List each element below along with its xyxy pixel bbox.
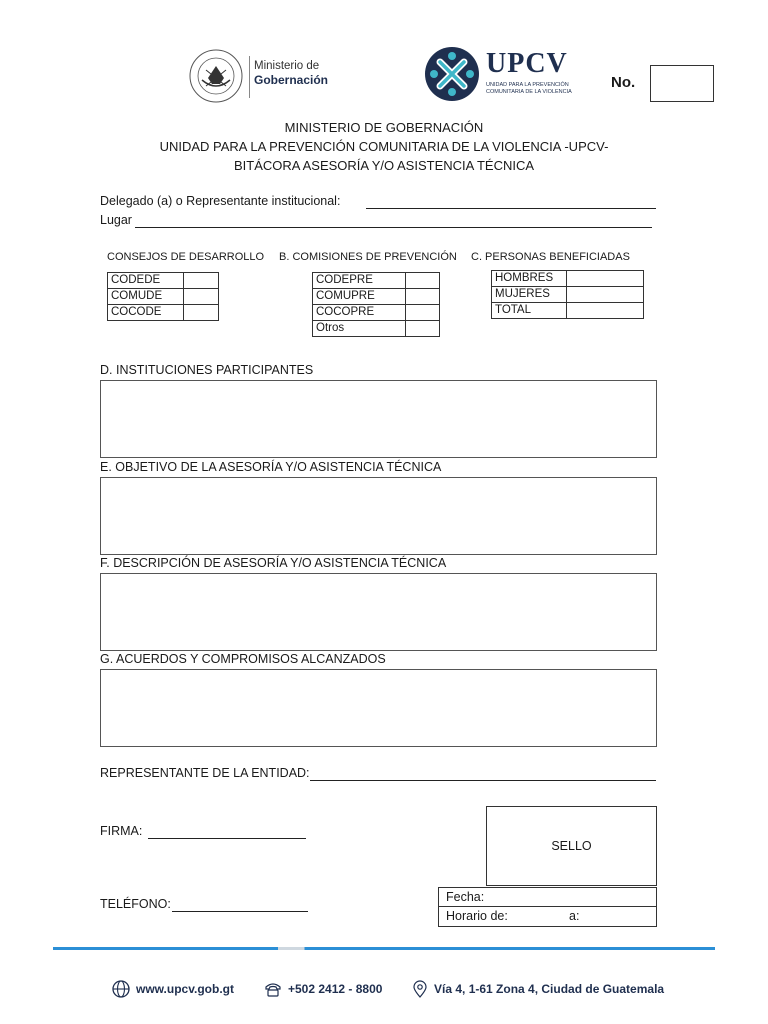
ministerio-logo [188,48,338,104]
personas-row-label: MUJERES [492,287,567,303]
ministerio-line2: Gobernación [254,73,329,87]
comisiones-title: B. COMISIONES DE PREVENCIÓN [279,251,457,263]
personas-table [491,270,644,319]
section-g-box[interactable] [100,669,657,747]
sello-box[interactable] [486,806,657,886]
fecha-box[interactable] [438,887,657,908]
lugar-label: Lugar [100,213,132,227]
fecha-label: Fecha: [446,890,485,904]
location-pin-icon [412,980,428,998]
delegado-row [100,194,656,208]
table-row [313,273,440,289]
table-row [492,303,644,319]
logo-divider [249,56,250,98]
telefono-field[interactable] [172,911,308,912]
consejos-table [107,272,219,321]
section-d-box[interactable] [100,380,657,458]
table-row [313,321,440,337]
footer-phone-text: +502 2412 - 8800 [288,982,383,996]
ministerio-line1: Ministerio de [254,60,320,72]
delegado-label: Delegado (a) o Representante institucional: [100,194,341,208]
upcv-sub1: UNIDAD PARA LA PREVENCIÓN [486,82,569,88]
comisiones-row-value[interactable] [406,273,440,289]
title-line3: BITÁCORA ASESORÍA Y/O ASISTENCIA TÉCNICA [233,158,535,173]
comisiones-row-label: COMUPRE [313,289,406,305]
personas-row-value[interactable] [567,287,644,303]
section-e-box[interactable] [100,477,657,555]
representante-field[interactable] [310,780,656,781]
table-row [108,305,219,321]
table-row [313,305,440,321]
consejos-row-label: COCODE [108,305,184,321]
table-row [492,271,644,287]
horario-a-label: a: [569,909,580,923]
lugar-field[interactable] [135,227,652,228]
personas-row-label: TOTAL [492,303,567,319]
representante-label: REPRESENTANTE DE LA ENTIDAD: [100,766,310,780]
representante-row [100,766,656,780]
consejos-title: CONSEJOS DE DESARROLLO [107,251,265,263]
upcv-name: UPCV [486,48,568,79]
firma-label: FIRMA: [100,824,143,838]
telefono-row [100,897,308,911]
firma-field[interactable] [148,838,306,839]
comisiones-row-label: Otros [313,321,406,337]
table-row [108,289,219,305]
title-line1: MINISTERIO DE GOBERNACIÓN [284,120,484,135]
telefono-label: TELÉFONO: [100,897,171,911]
lugar-row [100,213,652,227]
comisiones-row-value[interactable] [406,305,440,321]
phone-icon [264,981,282,997]
personas-row-value[interactable] [567,303,644,319]
consejos-row-label: COMUDE [108,289,184,305]
consejos-row-value[interactable] [184,289,219,305]
sello-label: SELLO [551,839,592,853]
personas-title: C. PERSONAS BENEFICIADAS [471,251,630,263]
consejos-row-label: CODEDE [108,273,184,289]
footer-address-text: Vía 4, 1-61 Zona 4, Ciudad de Guatemala [434,982,665,996]
horario-box[interactable] [438,906,657,927]
section-g-title: G. ACUERDOS Y COMPROMISOS ALCANZADOS [100,652,386,666]
delegado-field[interactable] [366,208,656,209]
globe-icon [112,980,130,998]
footer-web-text[interactable]: www.upcv.gob.gt [136,982,234,996]
no-label: No. [611,74,636,91]
upcv-emblem-icon [424,46,480,102]
section-e-title: E. OBJETIVO DE LA ASESORÍA Y/O ASISTENCIA TÉCNICA [100,460,442,474]
horario-label: Horario de: [446,909,508,923]
firma-row [100,824,306,838]
guatemala-seal-icon [188,48,244,104]
personas-row-label: HOMBRES [492,271,567,287]
comisiones-table [312,272,440,337]
page-title [0,118,768,175]
footer-divider [53,947,715,950]
table-row [313,289,440,305]
section-d-title: D. INSTITUCIONES PARTICIPANTES [100,363,314,377]
upcv-logo [424,46,584,104]
upcv-sub2: COMUNITARIA DE LA VIOLENCIA [486,89,572,95]
personas-row-value[interactable] [567,271,644,287]
comisiones-row-value[interactable] [406,321,440,337]
section-f-title: F. DESCRIPCIÓN DE ASESORÍA Y/O ASISTENCIA TÉCNICA [100,556,447,570]
section-f-box[interactable] [100,573,657,651]
comisiones-row-value[interactable] [406,289,440,305]
comisiones-row-label: COCOPRE [313,305,406,321]
table-row [108,273,219,289]
title-line2: UNIDAD PARA LA PREVENCIÓN COMUNITARIA DE LA VIOLENCIA -UPCV- [159,139,609,154]
consejos-row-value[interactable] [184,273,219,289]
table-row [492,287,644,303]
no-box[interactable] [650,65,714,102]
comisiones-row-label: CODEPRE [313,273,406,289]
consejos-row-value[interactable] [184,305,219,321]
